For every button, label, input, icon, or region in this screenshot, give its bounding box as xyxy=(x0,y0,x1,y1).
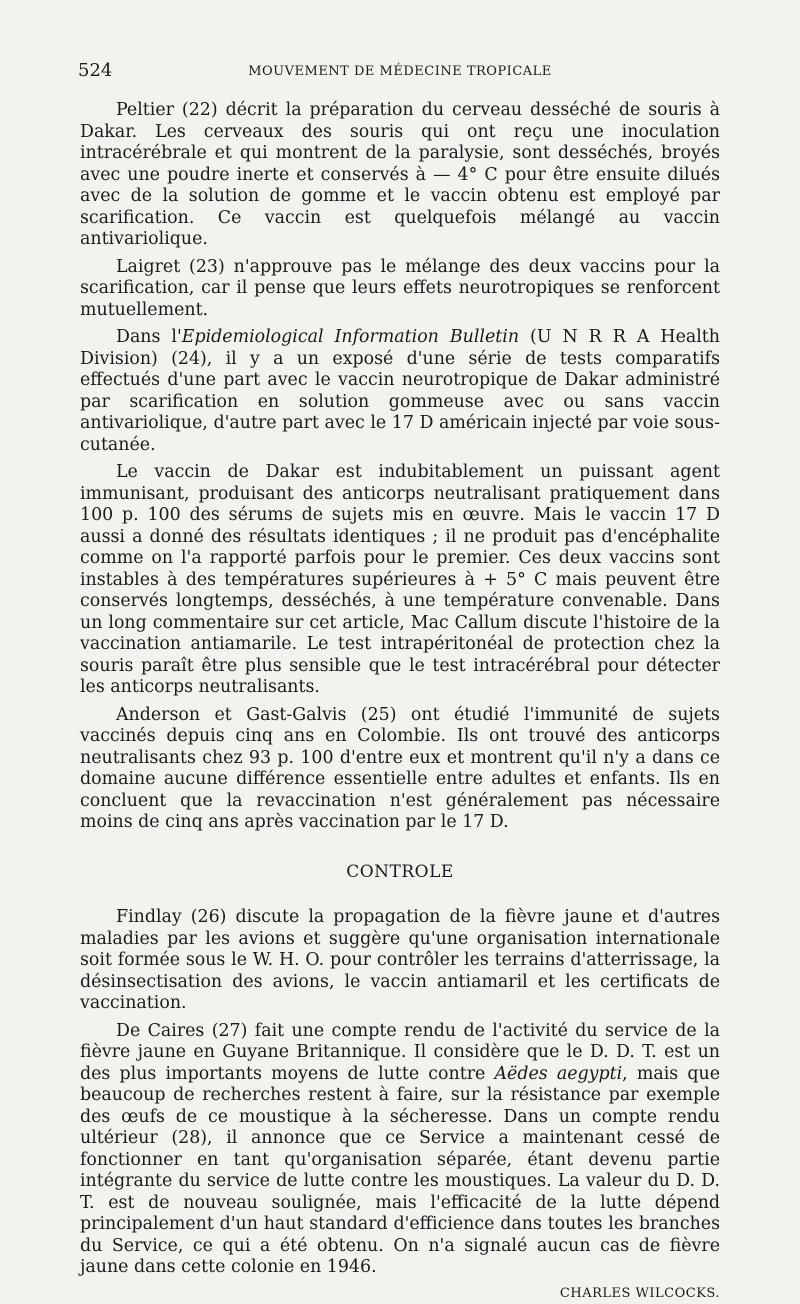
running-title: MOUVEMENT DE MÉDECINE TROPICALE xyxy=(78,64,722,79)
paragraph: Anderson et Gast-Galvis (25) ont étudié l'immunité de sujets vaccinés depuis cinq ans en Colombie. Ils ont trouvé des anticorps neutralisants chez 93 p. 100 d'entre eux et montrent qu'il n'y a dans ce domaine aucune différence essentielle entre adultes et enfants. Ils en concluent que la revaccination n'est généralement pas nécessaire moins de cinq ans après vaccination par le 17 D. xyxy=(80,705,720,834)
page-header xyxy=(78,60,722,84)
paragraph-text: , mais que beaucoup de recherches restent à faire, sur la résistance par exemple des œufs de ce moustique à la sécheresse. Dans un compte rendu ultérieur (28), il annonce que ce Service a maintenant cessé de fonctionner en tant qu'organisation séparée, étant devenu partie intégrante du service de lutte contre les moustiques. La valeur du D. D. T. est de nouveau soulignée, mais l'efficacité de la lutte dépend principalement d'un haut standard d'efficience dans toutes les branches du Service, ce qui a été obtenu. On n'a signalé aucun cas de fièvre jaune dans cette colonie en 1946. xyxy=(80,1064,720,1278)
species-name: Aëdes aegypti xyxy=(494,1064,622,1084)
paragraph: Findlay (26) discute la propagation de la fièvre jaune et d'autres maladies par les avions et suggère qu'une organisation internationale soit formée sous le W. H. O. pour contrôler les terrains d'atterrissage, la désinsectisation des avions, le vaccin antiamaril et les certificats de vaccination. xyxy=(80,907,720,1015)
page-number: 524 xyxy=(78,60,112,81)
author-signature: CHARLES WILCOCKS. xyxy=(80,1283,720,1304)
article-body xyxy=(80,100,720,1304)
paragraph xyxy=(80,327,720,456)
section-heading: CONTROLE xyxy=(80,862,720,884)
paragraph-text: Dans l' xyxy=(116,327,182,347)
paragraph: Laigret (23) n'approuve pas le mélange des deux vaccins pour la scarification, car il pense que leurs effets neurotropiques se renforcent mutuellement. xyxy=(80,257,720,322)
paragraph xyxy=(80,1021,720,1279)
publication-title: Epidemiological Information Bulletin xyxy=(182,327,519,347)
paragraph: Le vaccin de Dakar est indubitablement un puissant agent immunisant, produisant des anticorps neutralisant pratiquement dans 100 p. 100 des sérums de sujets mis en œuvre. Mais le vaccin 17 D aussi a donné des résultats identiques ; il ne produit pas d'encéphalite comme on l'a rapporté parfois pour le premier. Ces deux vaccins sont instables à des températures supérieures à + 5° C mais peuvent être conservés longtemps, desséchés, à une température convenable. Dans un long commentaire sur cet article, Mac Callum discute l'histoire de la vaccination antiamarile. Le test intrapéritonéal de protection chez la souris paraît être plus sensible que le test intracérébral pour détecter les anticorps neutralisants. xyxy=(80,462,720,699)
paragraph-text: De Caires (27) fait une compte rendu de l'activité du service de la fièvre jaune en Guyane Britannique. Il considère que le D. D. T. est un des plus importants moyens de lutte contre xyxy=(80,1021,720,1084)
paragraph-text: (U N R R A Health Division) (24), il y a un exposé d'une série de tests comparatifs effectués d'une part avec le vaccin neurotropique de Dakar administré par scarification en solution gommeuse avec ou sans vaccin antivariolique, d'autre part avec le 17 D américain injecté par voie sous-cutanée. xyxy=(80,327,720,455)
paragraph: Peltier (22) décrit la préparation du cerveau desséché de souris à Dakar. Les cerveaux des souris qui ont reçu une inoculation intracérébrale et qui montrent de la paralysie, sont desséchés, broyés avec une poudre inerte et conservés à — 4° C pour être ensuite dilués avec de la solution de gomme et le vaccin obtenu est employé par scarification. Ce vaccin est quelquefois mélangé au vaccin antivariolique. xyxy=(80,100,720,251)
